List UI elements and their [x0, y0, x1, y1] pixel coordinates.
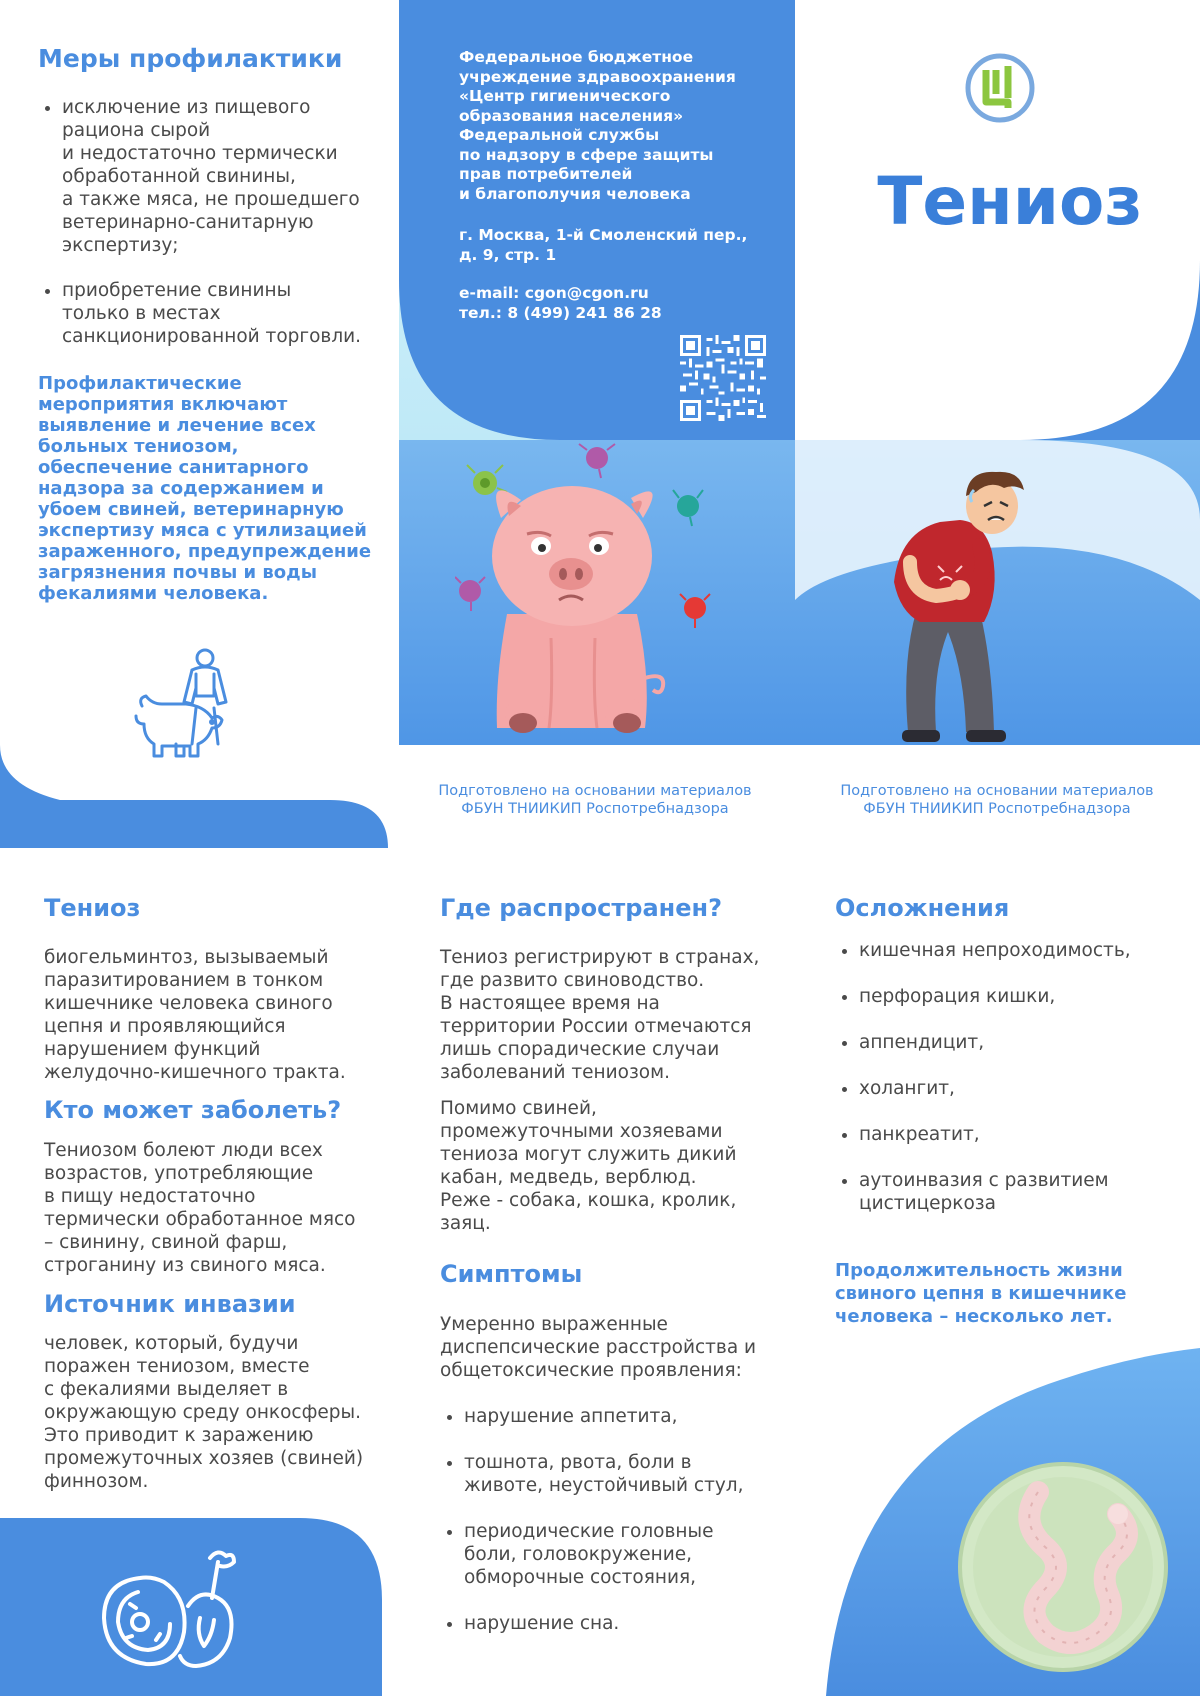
list-item: • аутоинвазия с развитием цистицеркоза [859, 1169, 1199, 1215]
list-item: • холангит, [859, 1077, 1199, 1100]
org-contacts: e-mail: cgon@cgon.ru тел.: 8 (499) 241 86 28 [459, 284, 662, 322]
section-text: Умеренно выраженные диспепсические расстройства и общетоксические проявления: [440, 1314, 757, 1381]
org-name: Федеральное бюджетное учреждение здравоохранения «Центр гигиенического образования населения» Федеральной службы по надзору в сфере защиты прав потребителей и благополучия человека [459, 48, 736, 203]
prevention-heading: Меры профилактики [38, 44, 343, 73]
list-item: • перфорация кишки, [859, 985, 1199, 1008]
section-heading: Источник инвазии [44, 1290, 296, 1318]
list-item: • аппендицит, [859, 1031, 1199, 1054]
leaflet-title: Тениоз [877, 163, 1143, 240]
lifespan-highlight: Продолжительность жизни свиного цепня в кишечнике человека – несколько лет. [835, 1260, 1127, 1327]
list-item: • приобретение свинины только в местах санкционированной торговли. [62, 279, 412, 348]
sick-pig-with-germs-illustration [455, 438, 725, 740]
symptoms-list [440, 1405, 814, 1635]
section-heading: Где распространен? [440, 894, 723, 922]
list-item: • исключение из пищевого рациона сырой и недостаточно термически обработанной свинины, а также мяса, не прошедшего ветеринарно-санитарную экспертизу; [62, 96, 412, 257]
section-heading: Осложнения [835, 894, 1010, 922]
raw-meat-icon [100, 1548, 248, 1672]
qr-code-icon[interactable] [680, 335, 766, 421]
vet-with-pig-icon [132, 648, 244, 762]
source-note: Подготовлено на основании материалов ФБУН ТНИИКИП Роспотребнадзора [438, 783, 752, 817]
section-text: Тениозом болеют люди всех возрастов, употребляющие в пищу недостаточно термически обработанное мясо – свинину, свиной фарш, строганину из свиного мяса. [44, 1140, 356, 1276]
section-heading: Кто может заболеть? [44, 1096, 342, 1124]
complications-list [835, 939, 1199, 1215]
prevention-highlight: Профилактические мероприятия включают выявление и лечение всех больных тениозом, обеспечение санитарного надзора за содержанием и убоем свиней, ветеринарную экспертизу мяса с утилизацией зараженного, предупреждение загрязнения почвы и воды фекалиями человека. [38, 373, 372, 604]
source-note: Подготовлено на основании материалов ФБУН ТНИИКИП Роспотребнадзора [840, 783, 1154, 817]
tapeworm-petri-dish-illustration [958, 1462, 1168, 1672]
list-item: • нарушение сна. [464, 1612, 814, 1635]
section-text: биогельминтоз, вызываемый паразитированием в тонком кишечнике человека свиного цепня и проявляющийся нарушением функций желудочно-кишечного тракта. [44, 947, 346, 1083]
section-heading: Тениоз [44, 894, 141, 922]
list-item: • кишечная непроходимость, [859, 939, 1199, 962]
prevention-list [38, 96, 412, 348]
cgon-logo-icon [964, 52, 1036, 124]
list-item: • нарушение аппетита, [464, 1405, 814, 1428]
section-text: Помимо свиней, промежуточными хозяевами тениоза могут служить дикий кабан, медведь, верблюд. Реже - собака, кошка, кролик, заяц. [440, 1098, 737, 1234]
list-item: • периодические головные боли, головокружение, обморочные состояния, [464, 1520, 814, 1589]
section-text: Тениоз регистрируют в странах, где развито свиноводство. В настоящее время на территории России отмечаются лишь спорадические случаи заболеваний тениозом. [440, 947, 760, 1083]
list-item: • панкреатит, [859, 1123, 1199, 1146]
list-item: • тошнота, рвота, боли в животе, неустойчивый стул, [464, 1451, 814, 1497]
org-address: г. Москва, 1-й Смоленский пер., д. 9, стр. 1 [459, 226, 748, 264]
section-text: человек, который, будучи поражен тениозом, вместе с фекалиями выделяет в окружающую среду онкосферы. Это приводит к заражению промежуточных хозяев (свиней) финнозом. [44, 1333, 364, 1492]
section-heading: Симптомы [440, 1260, 583, 1288]
man-with-stomach-ache-illustration [880, 462, 1080, 746]
